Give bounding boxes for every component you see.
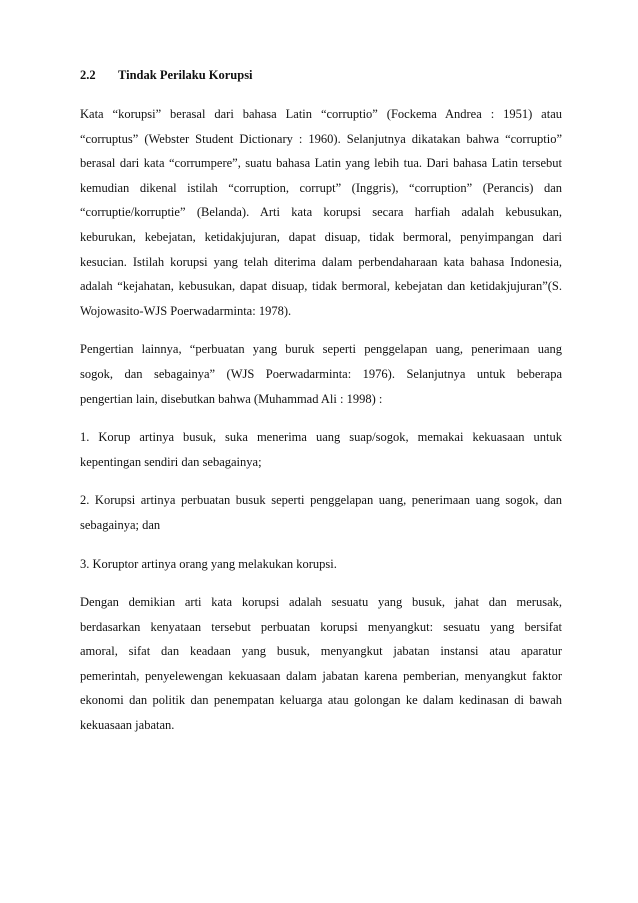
paragraph-conclusion bbox=[80, 590, 562, 738]
paragraph-line: amoral, sifat dan keadaan yang busuk, menyangkut jabatan instansi atau aparatur bbox=[80, 644, 562, 659]
section-title: Tindak Perilaku Korupsi bbox=[118, 68, 253, 82]
paragraph-line: keburukan, kebejatan, ketidakjujuran, dapat disuap, tidak bermoral, penyimpangan dari bbox=[80, 229, 562, 244]
paragraph-line: sogok, dan sebagainya” (WJS Poerwadarminta: 1976). Selanjutnya untuk beberapa bbox=[80, 366, 562, 381]
paragraph-line: pengertian lain, disebutkan bahwa (Muhammad Ali : 1998) : bbox=[80, 391, 383, 406]
section-number: 2.2 bbox=[80, 68, 96, 82]
section-heading bbox=[80, 66, 562, 84]
paragraph-line: pemerintah, penyelewengan kekuasaan dalam jabatan karena pemberian, menyangkut faktor bbox=[80, 668, 562, 683]
paragraph-definition bbox=[80, 102, 562, 323]
paragraph-line: berdasarkan kenyataan tersebut perbuatan korupsi menyangkut: sesuatu yang bersifat bbox=[80, 619, 562, 634]
paragraph-line: “corruptie/korruptie” (Belanda). Arti kata korupsi secara harfiah adalah kebusukan, bbox=[80, 205, 562, 220]
paragraph-line: Wojowasito-WJS Poerwadarminta: 1978). bbox=[80, 303, 292, 318]
paragraph-line: kemudian dikenal istilah “corruption, corrupt” (Inggris), “corruption” (Perancis) dan bbox=[80, 180, 562, 195]
paragraph-line: Dengan demikian arti kata korupsi adalah sesuatu yang busuk, jahat dan merusak, bbox=[80, 595, 562, 610]
paragraph-line: kesucian. Istilah korupsi yang telah diterima dalam perbendaharaan kata bahasa Indonesia, bbox=[80, 254, 562, 269]
paragraph-line: Pengertian lainnya, “perbuatan yang buruk seperti penggelapan uang, penerimaan uang bbox=[80, 342, 562, 357]
paragraph-line: berasal dari kata “corrumpere”, suatu bahasa Latin yang lebih tua. Dari bahasa Latin tersebut bbox=[80, 156, 562, 171]
paragraph-line: adalah “kejahatan, kebusukan, dapat disuap, tidak bermoral, kebejatan dan ketidakjujuran”(S. bbox=[80, 279, 562, 294]
paragraph-line: ekonomi dan politik dan penempatan keluarga atau golongan ke dalam kedinasan di bawah bbox=[80, 693, 562, 708]
paragraph-line: kepentingan sendiri dan sebagainya; bbox=[80, 454, 262, 469]
list-item-3 bbox=[80, 552, 562, 577]
paragraph-line: Kata “korupsi” berasal dari bahasa Latin “corruptio” (Fockema Andrea : 1951) atau bbox=[80, 107, 562, 121]
list-item-2 bbox=[80, 488, 562, 537]
list-item-1 bbox=[80, 425, 562, 474]
paragraph-line: 1. Korup artinya busuk, suka menerima uang suap/sogok, memakai kekuasaan untuk bbox=[80, 430, 562, 445]
paragraph-line: 3. Koruptor artinya orang yang melakukan korupsi. bbox=[80, 556, 337, 571]
paragraph-line: kekuasaan jabatan. bbox=[80, 718, 175, 733]
paragraph-line: sebagainya; dan bbox=[80, 517, 161, 532]
paragraph-other-meaning bbox=[80, 337, 562, 411]
document-page bbox=[80, 66, 562, 752]
paragraph-line: 2. Korupsi artinya perbuatan busuk seperti penggelapan uang, penerimaan uang sogok, dan bbox=[80, 493, 562, 508]
paragraph-line: “corruptus” (Webster Student Dictionary : 1960). Selanjutnya dikatakan bahwa “corruptio” bbox=[80, 131, 562, 146]
